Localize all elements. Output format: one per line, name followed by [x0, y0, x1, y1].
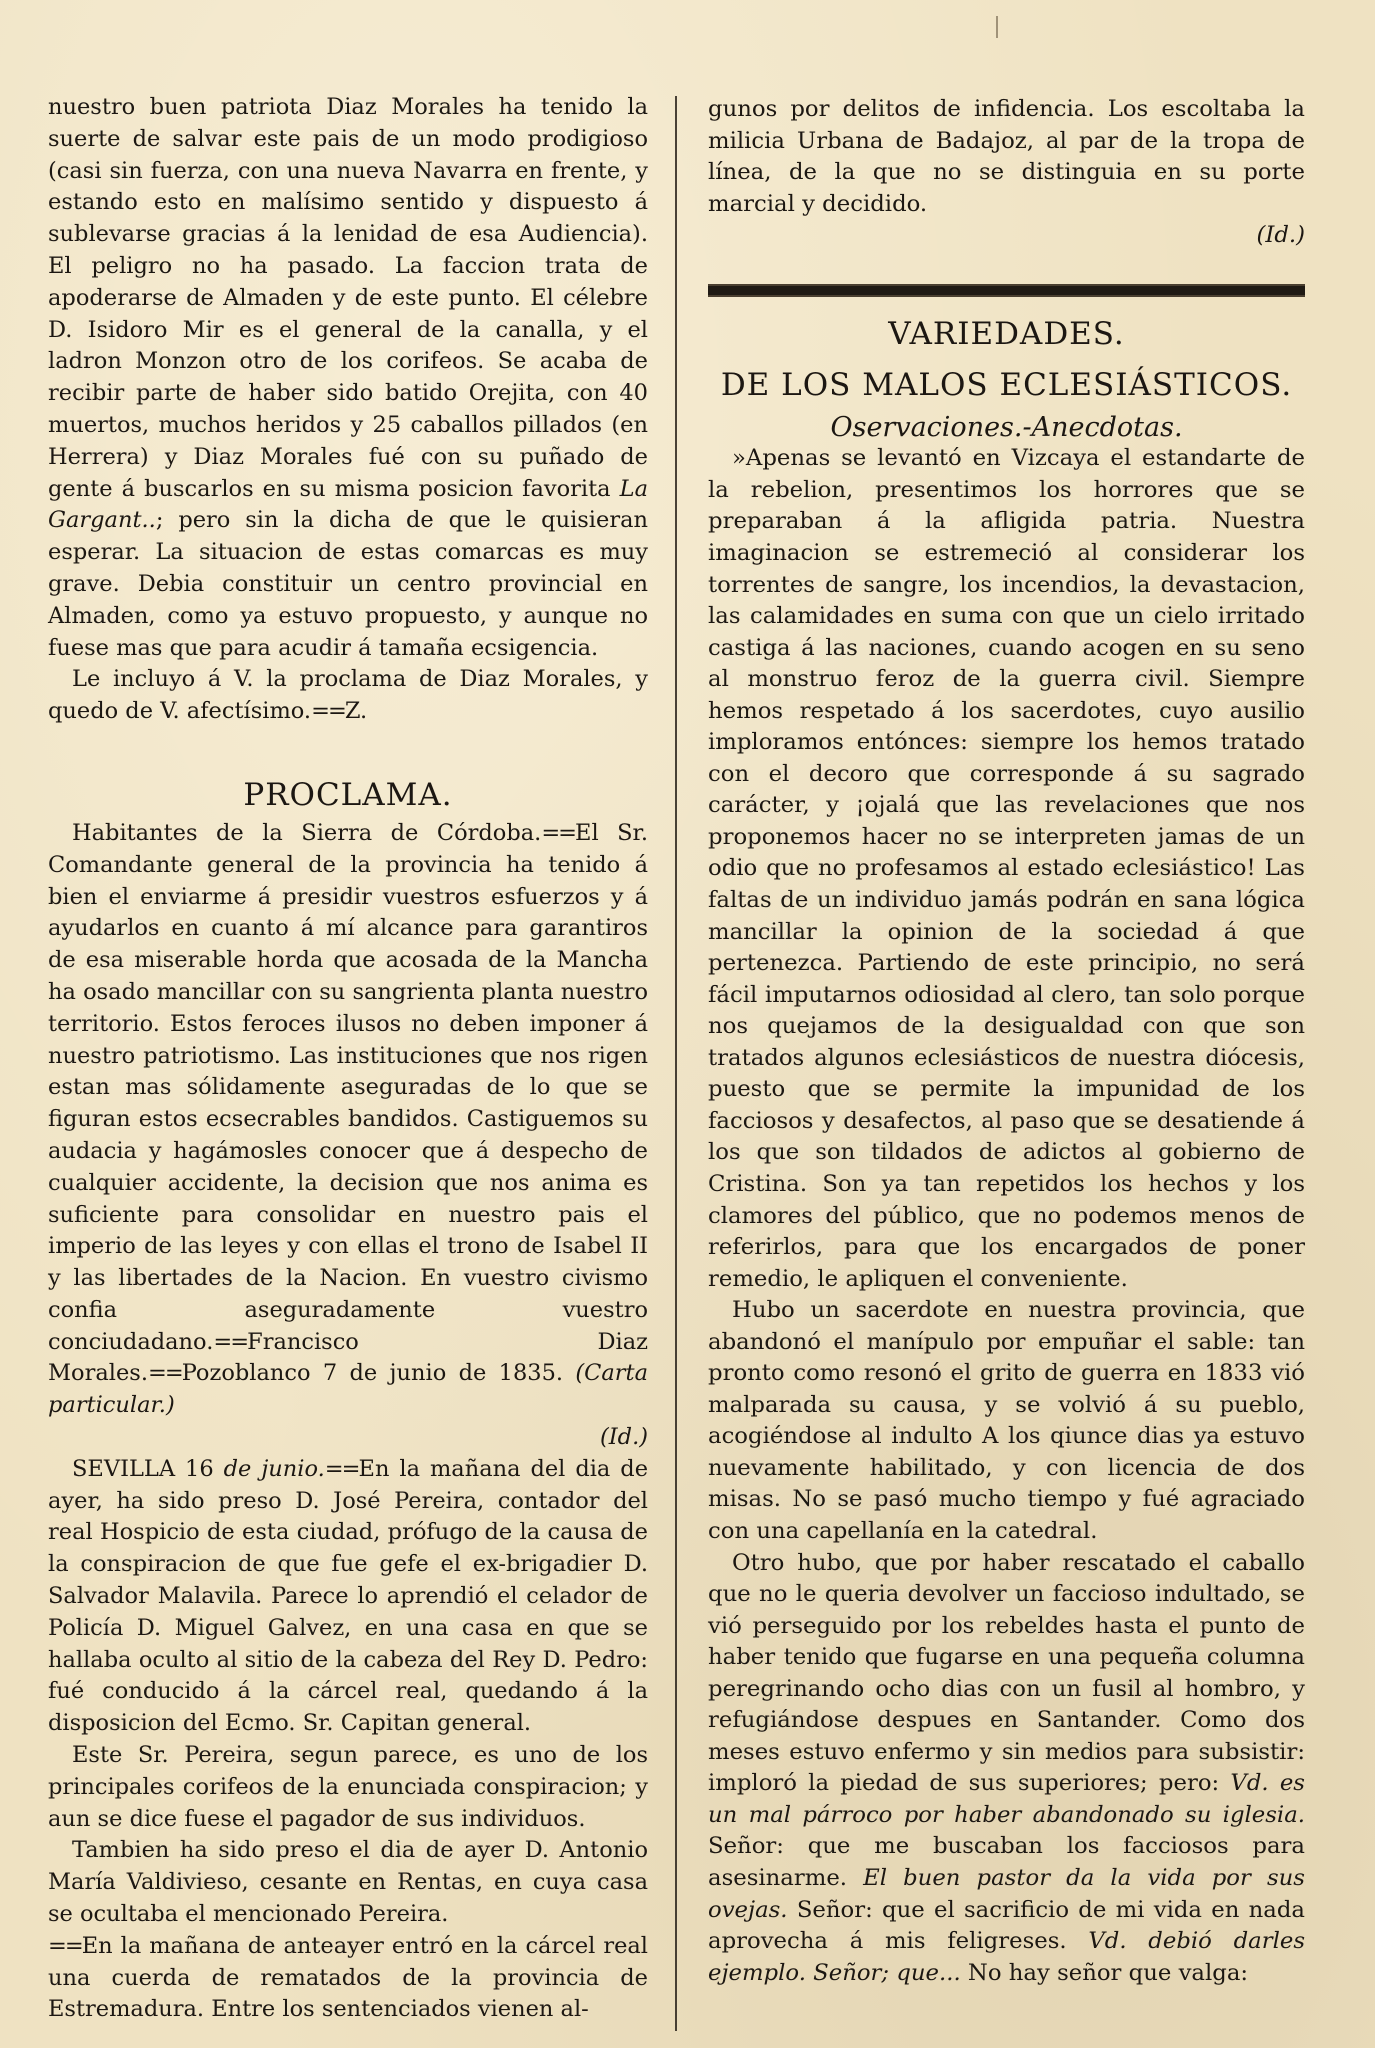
cuerda-paragraph: ==En la mañana de anteayer entró en la cárcel real una cuerda de rematados de la provincia de Estremadura. Entre los sentenciados vienen al- — [48, 1932, 648, 2023]
proclama-source: (Carta particular.) — [48, 1360, 648, 1419]
section-divider — [708, 284, 1305, 297]
article-paragraph-1: »Apenas se levantó en Vizcaya el estandarte de la rebelion, presentimos los horrores que se preparaban á la afligida patria. Nuestra imaginacion se estremeció al considerar los torrentes de sangre, los incendios, la devastacion, las calamidades en suma con que un cielo irritado castiga á las naciones, cuando acogen en su seno al monstruo feroz de la guerra civil. Siempre hemos respetado á los sacerdotes, cuyo ausilio imploramos entónces: siempre los hemos tratado con el decoro que corresponde á su sagrado carácter, y ¡ojalá que las revelaciones que nos proponemos hacer no se interpreten jamas de un odio que no profesamos al estado eclesiástico! Las faltas de un individuo jamás podrán en sana lógica mancillar la opinion de la sociedad á que pertenezca. Partiendo de este principio, no será fácil imputarnos odiosidad al clero, tan solo porque nos quejamos de la desigualdad con que son tratados algunos eclesiásticos de nuestra diócesis, puesto que se permite la impunidad de los facciosos y desafectos, al paso que se desatiende á los que son tildados de adictos al gobierno de Cristina. Son ya tan repetidos los hechos y los clamores del público, que no podemos menos de referirlos, para que los encargados de poner remedio, le apliquen el conveniente. — [708, 445, 1305, 1292]
page-corner-mark — [996, 16, 998, 38]
proclama-text: Habitantes de la Sierra de Córdoba.==El Sr. Comandante general de la provincia ha tenido á bien el enviarme á presidir vuestros esfuerzos y á ayudarlos en cuanto á mí alcance para garantiros de esa miserable horda que acosada de la Mancha ha osado mancillar con su sangrienta planta nuestro territorio. Estos feroces ilusos no deben imponer á nuestro patriotismo. Las instituciones que nos rigen estan mas sólidamente aseguradas de lo que se figuran estos ecsecrables bandidos. Castiguemos su audacia y hagámosles conocer que á despecho de cualquier accidente, la decision que nos anima es suficiente para consolidar en nuestro pais el imperio de las leyes y con ellas el trono de Isabel II y las libertades de la Nacion. En vuestro civismo confia aseguradamente vuestro conciudadano.==Francisco Diaz Morales.==Pozoblanco 7 de junio de 1835. (Carta particular.) — [48, 819, 648, 1419]
article-paragraph-2: Hubo un sacerdote en nuestra provincia, que abandonó el manípulo por empuñar el sable: tan pronto como resonó el grito de guerra en 1833 vió malparada su causa, y se volvió á su pueblo, acogiéndose al indulto A los qiunce dias ya estuvo nuevamente habilitado, y con licencia de dos misas. No se pasó mucho tiempo y fué agraciado con una capellanía en la catedral. — [708, 1297, 1305, 1544]
continuation-id: (Id.) — [1256, 222, 1305, 249]
letter-paragraph: nuestro buen patriota Diaz Morales ha tenido la suerte de salvar este pais de un modo prodigioso (casi sin fuerza, con una nueva Navarra en frente, y estando esto en malísimo sentido y dispuesto á sublevarse gracias á la lenidad de esa Audiencia). El peligro no ha pasado. La faccion trata de apoderarse de Almaden y de este punto. El célebre D. Isidoro Mir es el general de la canalla, y el ladron Monzon otro de los corifeos. Se acaba de recibir parte de haber sido batido Orejita, con 40 muertos, muchos heridos y 25 caballos pillados (en Herrera) y Diaz Morales fué con su puñado de gente á buscarlos en su misma posicion favorita La Gargant..; pero sin la dicha de que le quisieran esperar. La situacion de estas comarcas es muy grave. Debia constituir un centro provincial en Almaden, como ya estuvo propuesto, y aunque no fuese mas que para acudir á tamaña ecsigencia. — [48, 94, 648, 661]
article-subtitle: Oservaciones.-Anecdotas. — [830, 411, 1183, 443]
right-column — [708, 94, 1305, 1989]
left-column — [48, 92, 648, 2026]
column-divider — [675, 96, 677, 2031]
variedades-heading: VARIEDADES. — [888, 315, 1125, 352]
article-title: DE LOS MALOS ECLESIÁSTICOS. — [720, 367, 1293, 404]
pereira-paragraph: Este Sr. Pereira, segun parece, es uno de los principales corifeos de la enunciada conspiracion; y aun se dice fuese el pagador de sus individuos. — [48, 1742, 648, 1832]
valdivieso-paragraph: Tambien ha sido preso el dia de ayer D. Antonio María Valdivieso, cesante en Rentas, en cuya casa se ocultaba el mencionado Pereira. — [48, 1837, 648, 1928]
letter-closing: Le incluyo á V. la proclama de Diaz Morales, y quedo de V. afectísimo.==Z. — [48, 666, 648, 725]
continuation-paragraph: gunos por delitos de infidencia. Los escoltaba la milicia Urbana de Badajoz, al par de la tropa de línea, de la que no se distinguia en su porte marcial y decidido. — [708, 96, 1305, 217]
proclama-id: (Id.) — [600, 1424, 648, 1451]
proclama-heading: PROCLAMA. — [243, 776, 453, 813]
sevilla-news: SEVILLA 16 de junio.==En la mañana del dia de ayer, ha sido preso D. José Pereira, contador del real Hospicio de esta ciudad, prófugo de la causa de la conspiracion de que fue gefe el ex-brigadier D. Salvador Malavila. Parece lo aprendió el celador de Policía D. Miguel Galvez, en una casa en que se hallaba oculto al sitio de la cabeza del Rey D. Pedro: fué conducido á la cárcel real, quedando á la disposicion del Ecmo. Sr. Capitan general. — [48, 1455, 649, 1737]
article-paragraph-3: Otro hubo, que por haber rescatado el caballo que no le queria devolver un faccioso indultado, se vió perseguido por los rebeldes hasta el punto de haber tenido que fugarse en una pequeña columna peregrinando ocho dias con un fusil al hombro, y refugiándose despues en Santander. Como dos meses estuvo enfermo y sin medios para subsistir: imploró la piedad de sus superiores; pero: Vd. es un mal párroco por haber abandonado su iglesia. Señor: que me buscaban los facciosos para asesinarme. El buen pastor da la vida por sus ovejas. Señor: que el sacrificio de mi vida en nada aprovecha á mis feligreses. Vd. debió darles ejemplo. Señor; que... No hay señor que valga: — [708, 1549, 1305, 1986]
